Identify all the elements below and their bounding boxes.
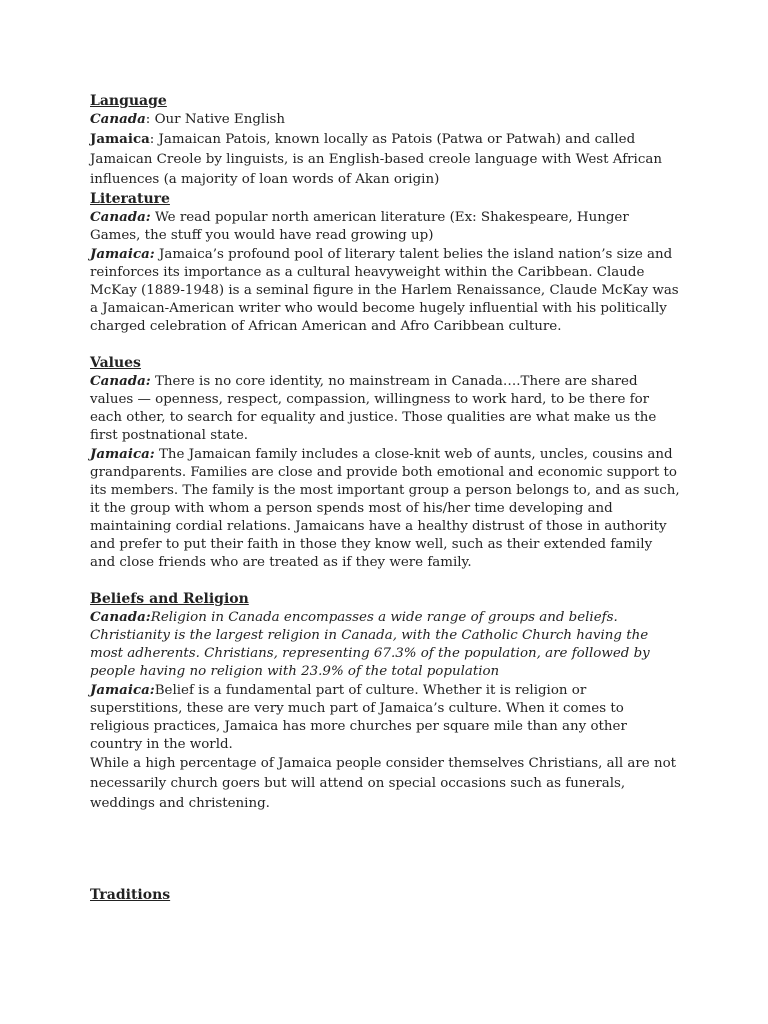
values-jamaica-text: The Jamaican family includes a close-knit web of aunts, uncles, cousins and grandparents. Families are close and provide both emotional and economic support to its members. The family is the most important group a person belongs to, and as such, it the group with whom a person spends most of his/her time developing and maintaining cordial relations. Jamaicans have a healthy distrust of those in authority and prefer to put their faith in those they know well, such as their extended family and close friends who are treated as if they were family.	[90, 447, 680, 570]
language-canada-text: : Our Native English	[145, 112, 285, 127]
values-canada-paragraph	[90, 372, 680, 445]
beliefs-canada-text: Religion in Canada encompasses a wide range of groups and beliefs. Christianity is the largest religion in Canada, with the Catholic Church having the most adherents. Christians, representing 67.3% of the population, are followed by people having no religion with 23.9% of the total population	[90, 610, 650, 679]
language-jamaica-text: : Jamaican Patois, known locally as Patois (Patwa or Patwah) and called Jamaican Creole by linguists, is an English-based creole language with West African influences (a majority of loan words of Akan origin)	[90, 132, 662, 187]
heading-beliefs-religion: Beliefs and Religion	[90, 591, 249, 607]
language-canada-paragraph	[90, 110, 680, 129]
language-jamaica-paragraph	[90, 129, 680, 190]
values-jamaica-label: Jamaica:	[90, 446, 155, 462]
document-page	[90, 92, 680, 904]
spacer	[90, 336, 680, 354]
values-canada-text: There is no core identity, no mainstream in Canada….There are shared values — openness, respect, compassion, willingness to work hard, to be there for each other, to search for equality and justice. Those qualities are what make us the first postnational state.	[90, 374, 657, 443]
language-jamaica-label: Jamaica	[90, 131, 150, 147]
beliefs-jamaica-label: Jamaica:	[90, 682, 155, 698]
beliefs-jamaica-paragraph-2: While a high percentage of Jamaica people consider themselves Christians, all are not necessarily church goers but will attend on special occasions such as funerals, weddings and christening.	[90, 756, 677, 811]
beliefs-canada-paragraph	[90, 608, 680, 681]
heading-values: Values	[90, 355, 141, 371]
literature-canada-paragraph	[90, 208, 680, 245]
literature-jamaica-paragraph	[90, 245, 680, 336]
literature-jamaica-text: Jamaica’s profound pool of literary talent belies the island nation’s size and reinforces its importance as a cultural heavyweight within the Caribbean. Claude McKay (1889-1948) is a seminal figure in the Harlem Renaissance, Claude McKay was a Jamaican-American writer who would become hugely influential with his politically charged celebration of African American and Afro Caribbean culture.	[90, 247, 679, 334]
beliefs-jamaica-paragraph	[90, 681, 680, 754]
values-jamaica-paragraph	[90, 445, 680, 572]
literature-canada-label: Canada:	[90, 209, 151, 225]
spacer	[90, 814, 680, 886]
heading-language: Language	[90, 93, 167, 109]
heading-literature: Literature	[90, 191, 170, 207]
values-canada-label: Canada:	[90, 373, 151, 389]
heading-traditions: Traditions	[90, 887, 171, 903]
spacer	[90, 572, 680, 590]
literature-canada-text: We read popular north american literature (Ex: Shakespeare, Hunger Games, the stuff you would have read growing up)	[90, 210, 629, 243]
beliefs-jamaica-text: Belief is a fundamental part of culture. Whether it is religion or superstitions, these are very much part of Jamaica’s culture. When it comes to religious practices, Jamaica has more churches per square mile than any other country in the world.	[90, 683, 627, 752]
literature-jamaica-label: Jamaica:	[90, 246, 155, 262]
beliefs-canada-label: Canada:	[90, 609, 151, 625]
language-canada-label: Canada	[90, 111, 146, 127]
